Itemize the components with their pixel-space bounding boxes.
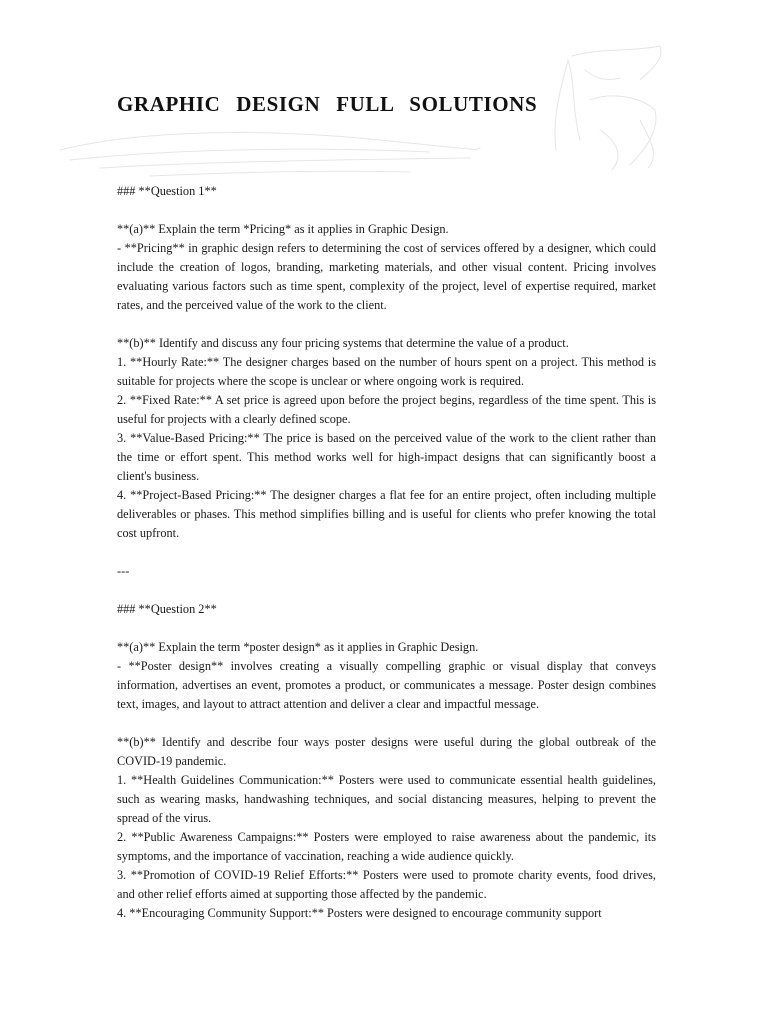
document-paragraph: 2. **Fixed Rate:** A set price is agreed upon before the project begins, regardless of the time spent. This is useful for projects with a clearly defined scope. xyxy=(117,393,656,426)
document-paragraph: --- xyxy=(117,564,130,578)
document-paragraph: 1. **Health Guidelines Communication:** Posters were used to communicate essential health guidelines, such as wearing masks, handwashing techniques, and social distancing measures, helping to prevent the spread of the virus. xyxy=(117,773,656,825)
paragraph-gap xyxy=(117,315,656,334)
document-page xyxy=(117,0,656,1024)
document-paragraph: **(a)** Explain the term *poster design* as it applies in Graphic Design. xyxy=(117,640,479,654)
document-paragraph: 4. **Project-Based Pricing:** The designer charges a flat fee for an entire project, often including multiple deliverables or phases. This method simplifies billing and is useful for clients who prefer knowing the total cost upfront. xyxy=(117,488,656,540)
document-paragraph: **(b)** Identify and describe four ways poster designs were useful during the global outbreak of the COVID-19 pandemic. xyxy=(117,735,656,768)
document-body xyxy=(117,182,656,923)
document-title: GRAPHIC DESIGN FULL SOLUTIONS xyxy=(117,92,538,116)
document-paragraph: 2. **Public Awareness Campaigns:** Posters were employed to raise awareness about the pandemic, its symptoms, and the importance of vaccination, reaching a wide audience quickly. xyxy=(117,830,656,863)
document-paragraph: - **Poster design** involves creating a visually compelling graphic or visual display that conveys information, advertises an event, promotes a product, or communicates a message. Poster design combines text, images, and layout to attract attention and deliver a clear and impactful message. xyxy=(117,659,656,711)
paragraph-gap xyxy=(117,714,656,733)
document-paragraph: 4. **Encouraging Community Support:** Posters were designed to encourage community support xyxy=(117,906,602,920)
document-paragraph: 3. **Promotion of COVID-19 Relief Efforts:** Posters were used to promote charity events, food drives, and other relief efforts aimed at supporting those affected by the pandemic. xyxy=(117,868,656,901)
document-paragraph: **(a)** Explain the term *Pricing* as it applies in Graphic Design. xyxy=(117,222,449,236)
paragraph-gap xyxy=(117,543,656,562)
document-paragraph: ### **Question 1** xyxy=(117,184,217,198)
document-paragraph: 1. **Hourly Rate:** The designer charges based on the number of hours spent on a project. This method is suitable for projects where the scope is unclear or where ongoing work is required. xyxy=(117,355,656,388)
document-paragraph: **(b)** Identify and discuss any four pricing systems that determine the value of a product. xyxy=(117,336,569,350)
document-paragraph: 3. **Value-Based Pricing:** The price is based on the perceived value of the work to the client rather than the time or effort spent. This method works well for high-impact designs that can significantly boost a client's business. xyxy=(117,431,656,483)
document-paragraph: ### **Question 2** xyxy=(117,602,217,616)
paragraph-gap xyxy=(117,581,656,600)
document-paragraph: - **Pricing** in graphic design refers to determining the cost of services offered by a designer, which could include the creation of logos, branding, marketing materials, and other visual content. Pricing involves evaluating various factors such as time spent, complexity of the project, level of expertise required, market rates, and the perceived value of the work to the client. xyxy=(117,241,656,312)
paragraph-gap xyxy=(117,201,656,220)
paragraph-gap xyxy=(117,619,656,638)
